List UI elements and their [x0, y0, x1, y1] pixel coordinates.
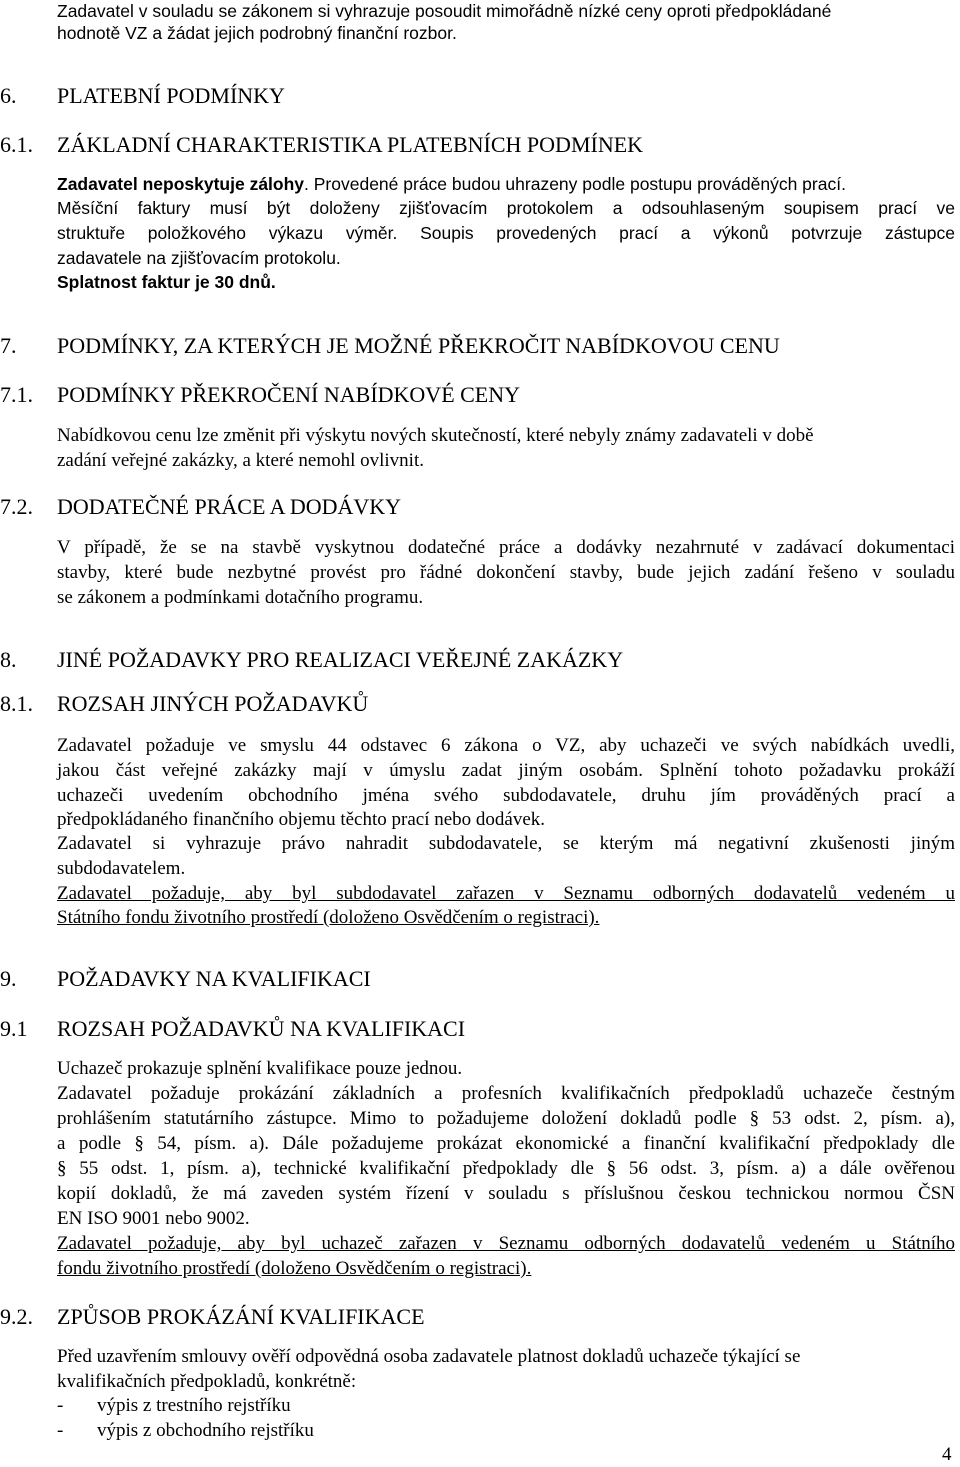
section-8-1-line: předpokládaného finančního objemu těchto prací nebo dodávek.	[57, 809, 546, 830]
section-8-title: JINÉ POŽADAVKY PRO REALIZACI VEŘEJNÉ ZAKÁZKY	[57, 647, 624, 672]
invoice-due-text: Splatnost faktur je 30 dnů.	[57, 272, 276, 292]
section-9-2-line-2: kvalifikačních předpokladů, konkrétně:	[57, 1371, 357, 1392]
payment-paragraph-2-line-1: Měsíční faktury musí být doloženy zjišťovacím protokolem a odsouhlaseným soupisem prací ve	[57, 198, 955, 218]
section-8-1-line: subdodavatelem.	[57, 858, 186, 879]
section-9-1-line: § 55 odst. 1, písm. a), technické kvalifikační předpoklady dle § 56 odst. 3, písm. a) a dále ověřenou	[57, 1158, 955, 1179]
section-7-2-number: 7.2.	[0, 494, 33, 519]
section-8-1-line-underlined: Státního fondu životního prostředí (doloženo Osvědčením o registraci).	[57, 907, 600, 928]
section-9-1-line: a podle § 54, písm. a). Dále požadujeme prokázat ekonomické a finanční kvalifikační předpoklady dle	[57, 1133, 955, 1154]
section-9-2-line-1: Před uzavřením smlouvy ověří odpovědná osoba zadavatele platnost dokladů uchazeče týkající se	[57, 1346, 801, 1367]
no-advance-text: Zadavatel neposkytuje zálohy	[57, 174, 305, 194]
section-8-1-line-underlined: Zadavatel požaduje, aby byl subdodavatel zařazen v Seznamu odborných dodavatelů vedeném u	[57, 883, 955, 904]
payment-text-a: struktuře položkového výkazu výměr.	[57, 223, 398, 243]
section-7-1-line-1: Nabídkovou cenu lze změnit při výskytu nových skutečností, které nebyly známy zadavateli v době	[57, 425, 814, 446]
section-8-1-line: Zadavatel si vyhrazuje právo nahradit subdodavatele, se kterým má negativní zkušenosti jiným	[57, 833, 955, 854]
section-7-2-title: DODATEČNÉ PRÁCE A DODÁVKY	[57, 494, 402, 519]
section-6-title: PLATEBNÍ PODMÍNKY	[57, 83, 285, 108]
section-9-2-title: ZPŮSOB PROKÁZÁNÍ KVALIFIKACE	[57, 1304, 425, 1329]
section-7-1-number: 7.1.	[0, 382, 33, 407]
bullet-dash: -	[57, 1420, 64, 1441]
section-9-1-number: 9.1	[0, 1016, 28, 1041]
section-7-title: PODMÍNKY, ZA KTERÝCH JE MOŽNÉ PŘEKROČIT NABÍDKOVOU CENU	[57, 333, 780, 358]
section-9-1-line: Uchazeč prokazuje splnění kvalifikace pouze jednou.	[57, 1058, 463, 1079]
section-7-number: 7.	[0, 333, 17, 358]
section-9-1-line-underlined: fondu životního prostředí (doloženo Osvědčením o registraci).	[57, 1258, 532, 1279]
section-9-2-number: 9.2.	[0, 1304, 33, 1329]
section-8-1-title: ROZSAH JINÝCH POŽADAVKŮ	[57, 691, 369, 716]
payment-text: . Provedené práce budou uhrazeny podle postupu prováděných prací.	[304, 174, 846, 194]
section-8-1-line: jakou část veřejné zakázky mají v úmyslu zadat jiným osobám. Splnění tohoto požadavku prokáží	[57, 760, 955, 781]
section-9-1-title: ROZSAH POŽADAVKŮ NA KVALIFIKACI	[57, 1016, 466, 1041]
bullet-text: výpis z trestního rejstříku	[97, 1395, 291, 1416]
section-7-2-line-3: se zákonem a podmínkami dotačního programu.	[57, 587, 424, 608]
intro-line-2: hodnotě VZ a žádat jejich podrobný finanční rozbor.	[57, 23, 457, 43]
section-9-title: POŽADAVKY NA KVALIFIKACI	[57, 966, 371, 991]
section-9-number: 9.	[0, 966, 17, 991]
payment-text-b: Soupis provedených prací a výkonů potvrzuje zástupce	[420, 223, 955, 243]
payment-paragraph-1	[57, 173, 846, 196]
section-8-1-line: uchazeči uvedením obchodního jména svého subdodavatele, druhu jím prováděných prací a	[57, 785, 955, 806]
section-9-1-line: EN ISO 9001 nebo 9002.	[57, 1208, 250, 1229]
section-8-1-number: 8.1.	[0, 691, 33, 716]
payment-paragraph-2-line-2	[57, 222, 955, 245]
section-9-1-line: prohlášením statutárního zástupce. Mimo to požadujeme doložení dokladů podle § 53 odst. 2, písm. a),	[57, 1108, 955, 1129]
section-8-1-line: Zadavatel požaduje ve smyslu 44 odstavec 6 zákona o VZ, aby uchazeči ve svých nabídkách uvedli,	[57, 735, 955, 756]
section-9-1-line-underlined: Zadavatel požaduje, aby byl uchazeč zařazen v Seznamu odborných dodavatelů vedeném u Státního	[57, 1233, 955, 1254]
section-7-2-line-2: stavby, které bude nezbytné provést pro řádné dokončení stavby, bude jejich zadání řešeno v souladu	[57, 562, 955, 583]
payment-paragraph-2-line-3: zadavatele na zjišťovacím protokolu.	[57, 248, 341, 268]
section-6-number: 6.	[0, 83, 17, 108]
page-number: 4	[942, 1444, 952, 1465]
intro-line-1: Zadavatel v souladu se zákonem si vyhrazuje posoudit mimořádně nízké ceny oproti předpokládané	[57, 1, 832, 21]
section-8-number: 8.	[0, 647, 17, 672]
section-6-1-number: 6.1.	[0, 132, 33, 157]
section-9-1-line: kopií dokladů, že má zaveden systém řízení v souladu s příslušnou českou technickou normou ČSN	[57, 1183, 955, 1204]
bullet-text: výpis z obchodního rejstříku	[97, 1420, 314, 1441]
section-6-1-title: ZÁKLADNÍ CHARAKTERISTIKA PLATEBNÍCH PODMÍNEK	[57, 132, 644, 157]
section-7-1-title: PODMÍNKY PŘEKROČENÍ NABÍDKOVÉ CENY	[57, 382, 521, 407]
bullet-dash: -	[57, 1395, 64, 1416]
section-7-1-line-2: zadání veřejné zakázky, a které nemohl ovlivnit.	[57, 450, 424, 471]
section-7-2-line-1: V případě, že se na stavbě vyskytnou dodatečné práce a dodávky nezahrnuté v zadávací dokumentaci	[57, 537, 955, 558]
section-9-1-line: Zadavatel požaduje prokázání základních a profesních kvalifikačních předpokladů uchazeče čestným	[57, 1083, 955, 1104]
